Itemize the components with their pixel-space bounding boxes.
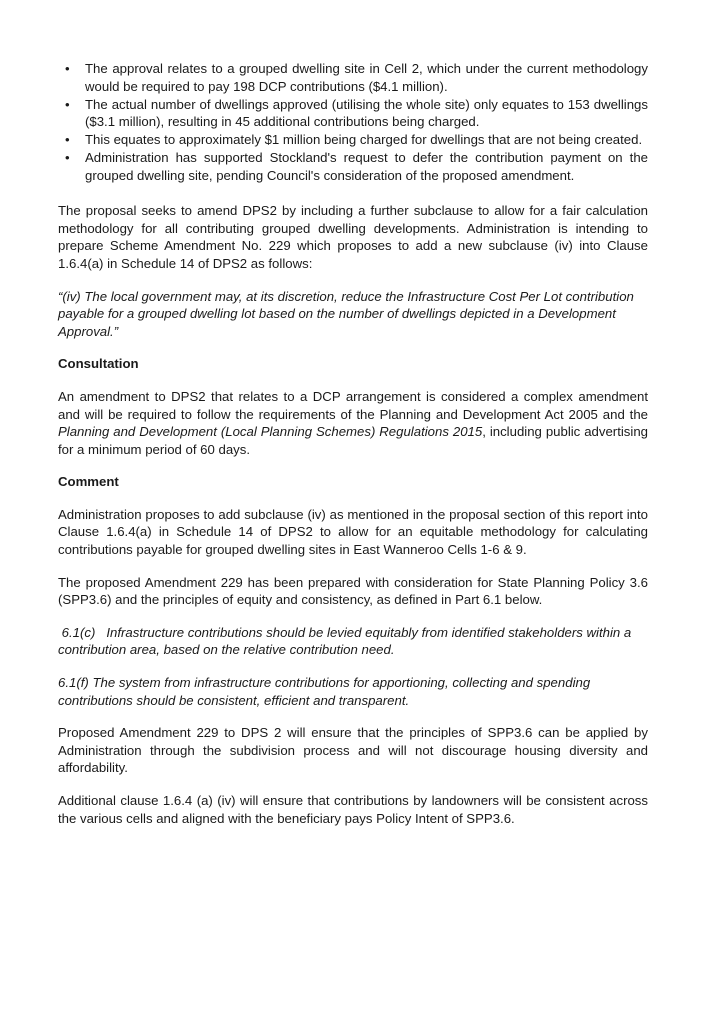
spacer: [58, 185, 648, 202]
spacer: [58, 491, 648, 506]
list-item-text: This equates to approximately $1 million being charged for dwellings that are not being created.: [85, 132, 643, 148]
section-heading-consultation: Consultation: [58, 356, 139, 372]
proposal-paragraph: The proposal seeks to amend DPS2 by including a further subclause to allow for a fair calculation methodology for all contributing grouped dwelling developments. Administration is intending to prepare Scheme Amendment No. 229 which proposes to add a new subclause (iv) into Clause 1.6.4(a) in Schedule 14 of DPS2 as follows:: [58, 203, 648, 271]
spacer: [58, 659, 648, 674]
list-item: [58, 131, 648, 149]
list-item: [58, 60, 648, 95]
spacer: [58, 777, 648, 792]
consultation-text-part2: , including public advertising for a minimum period of 60 days.: [58, 424, 648, 457]
bullet-marker-icon: •: [65, 150, 70, 166]
closing-paragraph-1: Proposed Amendment 229 to DPS 2 will ensure that the principles of SPP3.6 can be applied by Administration through the subdivision process and will not discourage housing diversity and affordability.: [58, 725, 648, 776]
list-item-text: The actual number of dwellings approved (utilising the whole site) only equates to 153 dwellings ($3.1 million), resulting in 45 additional contributions being charged.: [85, 96, 648, 130]
closing-paragraph-2: Additional clause 1.6.4 (a) (iv) will ensure that contributions by landowners will be consistent across the various cells and aligned with the beneficiary pays Policy Intent of SPP3.6.: [58, 793, 648, 826]
list-item-text: Administration has supported Stockland's request to defer the contribution payment on the grouped dwelling site, pending Council's consideration of the proposed amendment.: [85, 150, 648, 184]
quoted-clause-paragraph: “(iv) The local government may, at its discretion, reduce the Infrastructure Cost Per Lot contribution payable for a grouped dwelling lot based on the number of dwellings depicted in a Development Approval.”: [58, 288, 634, 339]
consultation-text-part1: An amendment to DPS2 that relates to a DCP arrangement is considered a complex amendment and will be required to follow the requirements of the Planning and Development Act 2005 and the: [58, 388, 648, 422]
list-item-text: The approval relates to a grouped dwelling site in Cell 2, which under the current methodology would be required to pay 198 DCP contributions ($4.1 million).: [85, 61, 648, 94]
spacer: [58, 458, 648, 473]
comment-paragraph-1: Administration proposes to add subclause (iv) as mentioned in the proposal section of this report into Clause 1.6.4(a) in Schedule 14 of DPS2 to allow for an equitable methodology for calculating contributions payable for grouped dwelling sites in East Wanneroo Cells 1-6 & 9.: [58, 506, 648, 558]
regulations-title: Planning and Development (Local Planning Schemes) Regulations 2015: [58, 424, 483, 440]
spacer: [58, 609, 648, 624]
spacer: [58, 373, 648, 388]
bullet-marker-icon: •: [65, 96, 70, 112]
bullet-list: [58, 60, 648, 185]
spacer: [58, 559, 648, 574]
document-body: [58, 60, 648, 827]
section-heading-comment: Comment: [58, 474, 119, 490]
list-item: [58, 149, 648, 184]
comment-paragraph-2: The proposed Amendment 229 has been prepared with consideration for State Planning Policy 3.6 (SPP3.6) and the principles of equity and consistency, as defined in Part 6.1 below.: [58, 574, 648, 608]
bullet-marker-icon: •: [65, 132, 70, 148]
spacer: [58, 709, 648, 724]
list-item: [58, 96, 648, 131]
bullet-marker-icon: •: [65, 61, 70, 76]
policy-clause-6-1-f: 6.1(f) The system from infrastructure contributions for apportioning, collecting and spending contributions should be consistent, efficient and transparent.: [58, 675, 591, 708]
spacer: [58, 340, 648, 355]
consultation-paragraph: [58, 388, 648, 458]
spacer: [58, 273, 648, 288]
policy-clause-6-1-c: 6.1(c) Infrastructure contributions should be levied equitably from identified stakeholders within a contribution area, based on the relative contribution need.: [58, 624, 635, 658]
